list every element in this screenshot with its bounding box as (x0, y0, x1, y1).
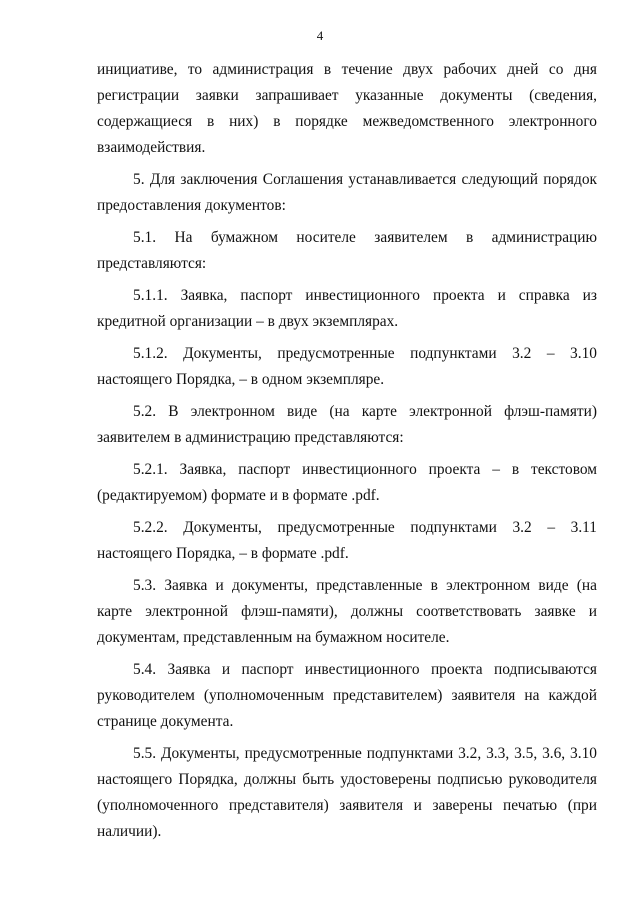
paragraph-5-3: 5.3. Заявка и документы, представленные в электронном виде (на карте электронной флэш-памяти), должны соответствовать заявке и документам, представленным на бумажном носителе. (97, 577, 597, 646)
paragraph-5-1-1: 5.1.1. Заявка, паспорт инвестиционного проекта и справка из кредитной организации – в двух экземплярах. (97, 287, 597, 330)
paragraph-5-2-1: 5.2.1. Заявка, паспорт инвестиционного проекта – в текстовом (редактируемом) формате и в формате .pdf. (97, 461, 597, 504)
paragraph-continuation: инициативе, то администрация в течение двух рабочих дней со дня регистрации заявки запрашивает указанные документы (сведения, содержащиеся в них) в порядке межведомственного электронного взаимодействия. (97, 61, 597, 156)
page-number: 4 (316, 28, 324, 43)
paragraph-5-1: 5.1. На бумажном носителе заявителем в администрацию представляются: (97, 229, 597, 272)
paragraph-5-1-2: 5.1.2. Документы, предусмотренные подпунктами 3.2 – 3.10 настоящего Порядка, – в одном экземпляре. (97, 345, 597, 388)
paragraph-5-5: 5.5. Документы, предусмотренные подпунктами 3.2, 3.3, 3.5, 3.6, 3.10 настоящего Порядка, должны быть удостоверены подписью руководителя (уполномоченного представителя) заявителя и заверены печатью (при наличии). (97, 745, 597, 840)
document-body (97, 57, 597, 851)
paragraph-5-2-2: 5.2.2. Документы, предусмотренные подпунктами 3.2 – 3.11 настоящего Порядка, – в формате .pdf. (97, 519, 597, 562)
paragraph-5-4: 5.4. Заявка и паспорт инвестиционного проекта подписываются руководителем (уполномоченным представителем) заявителя на каждой странице документа. (97, 661, 597, 730)
paragraph-5-2: 5.2. В электронном виде (на карте электронной флэш-памяти) заявителем в администрацию представляются: (97, 403, 597, 446)
paragraph-5: 5. Для заключения Соглашения устанавливается следующий порядок предоставления документов: (97, 171, 597, 214)
